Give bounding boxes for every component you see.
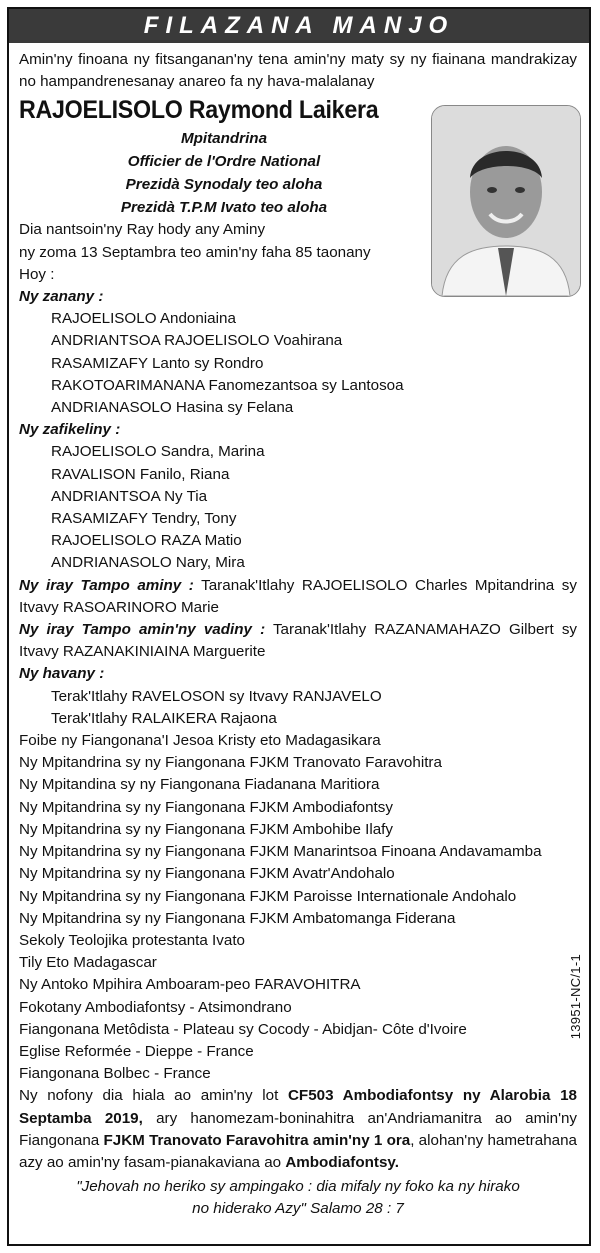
title-line: Officier de l'Ordre National	[127, 153, 321, 171]
funeral-paragraph	[19, 1085, 577, 1174]
org-line: Ny Mpitandrina sy ny Fiangonana FJKM Ambatomanga Fiderana	[19, 909, 456, 927]
bible-quote	[19, 1176, 577, 1220]
list-item: Terak'Itlahy RALAIKERA Rajaona	[51, 709, 277, 727]
funeral-text: Ny nofony dia hiala ao amin'ny lot	[19, 1087, 288, 1105]
org-line: Sekoly Teolojika protestanta Ivato	[19, 931, 245, 949]
list-item: Terak'Itlahy RAVELOSON sy Itvavy RANJAVELO	[51, 687, 382, 705]
title-line: Prezidà Synodaly teo aloha	[125, 176, 323, 194]
funeral-text: , alohan'ny hametrahana azy ao amin'ny fasam-pianakaviana ao	[19, 1131, 577, 1171]
quote-line: "Jehovah no heriko sy ampingako : dia mifaly ny foko ka ny hirako	[76, 1178, 520, 1196]
funeral-text-bold: CF503 Ambodiafontsy ny Alarobia 18 Septamba 2019,	[19, 1087, 577, 1127]
org-line: Fokotany Ambodiafontsy - Atsimondrano	[19, 998, 292, 1016]
org-line: Eglise Reformée - Dieppe - France	[19, 1042, 254, 1060]
spouse-siblings-text: Taranak'Itlahy RAZANAMAHAZO Gilbert sy Itvavy RAZANAKINIAINA Marguerite	[19, 621, 578, 661]
list-item: RAVALISON Fanilo, Riana	[51, 465, 230, 483]
death-line: Hoy :	[19, 265, 55, 283]
spouse-siblings-paragraph	[19, 619, 577, 663]
list-item: ANDRIANTSOA Ny Tia	[51, 487, 208, 505]
deceased-name: RAJOELISOLO Raymond Laikera	[19, 96, 379, 125]
org-line: Ny Mpitandrina sy ny Fiangonana FJKM Paroisse Internationale Andohalo	[19, 887, 517, 905]
funeral-text: ary hanomezam-boninahitra an'Andriamanitra ao amin'ny Fiangonana	[19, 1109, 578, 1149]
org-line: Ny Antoko Mpihira Amboaram-peo FARAVOHITRA	[19, 976, 361, 994]
relatives-label: Ny havany :	[19, 665, 105, 683]
org-line: Ny Mpitandrina sy ny Fiangonana FJKM Manarintsoa Finoana Andavamamba	[19, 843, 542, 861]
list-item: RAJOELISOLO Sandra, Marina	[51, 443, 265, 461]
title-line: Prezidà T.P.M Ivato teo aloha	[120, 199, 328, 217]
org-line: Ny Mpitandrina sy ny Fiangonana FJKM Tranovato Faravohitra	[19, 754, 442, 772]
org-line: Foibe ny Fiangonana'I Jesoa Kristy eto Madagasikara	[19, 732, 381, 750]
death-line: ny zoma 13 Septambra teo amin'ny faha 85 taonany	[19, 243, 371, 261]
funeral-text-bold: Ambodiafontsy.	[285, 1153, 399, 1171]
children-label: Ny zanany :	[19, 288, 104, 306]
notice-header: FILAZANA MANJO	[9, 9, 589, 43]
org-line: Fiangonana Metôdista - Plateau sy Cocody - Abidjan- Côte d'Ivoire	[19, 1020, 467, 1038]
reference-code: 13951-NC/1-1	[568, 954, 583, 1040]
funeral-text-bold: FJKM Tranovato Faravohitra amin'ny 1 ora	[103, 1131, 411, 1149]
list-item: ANDRIANASOLO Hasina sy Felana	[51, 399, 294, 417]
death-line: Dia nantsoin'ny Ray hody any Aminy	[19, 221, 266, 239]
quote-line: no hiderako Azy" Salamo 28 : 7	[192, 1200, 404, 1218]
list-item: RASAMIZAFY Tendry, Tony	[51, 510, 237, 528]
siblings-label: Ny iray Tampo aminy :	[19, 576, 194, 594]
intro-text: Amin'ny finoana ny fitsanganan'ny tena amin'ny maty sy ny fiainana mandrakizay no hampandrenesanay anareo fa ny hava-malalanay	[19, 51, 577, 91]
list-item: RASAMIZAFY Lanto sy Rondro	[51, 354, 264, 372]
notice-content	[9, 43, 589, 1220]
org-line: Ny Mpitandrina sy ny Fiangonana FJKM Avatr'Andohalo	[19, 865, 395, 883]
titles-block	[19, 127, 429, 219]
list-item: RAJOELISOLO RAZA Matio	[51, 532, 242, 550]
list-item: ANDRIANTSOA RAJOELISOLO Voahirana	[51, 332, 343, 350]
siblings-paragraph	[19, 575, 577, 619]
org-line: Tily Eto Madagascar	[19, 954, 157, 972]
org-line: Ny Mpitandina sy ny Fiangonana Fiadanana Maritiora	[19, 776, 380, 794]
org-line: Ny Mpitandrina sy ny Fiangonana FJKM Ambohibe Ilafy	[19, 820, 393, 838]
list-item: RAJOELISOLO Andoniaina	[51, 310, 236, 328]
title-line: Mpitandrina	[180, 130, 268, 148]
org-line: Fiangonana Bolbec - France	[19, 1065, 211, 1083]
list-item: ANDRIANASOLO Nary, Mira	[51, 554, 245, 572]
siblings-text: Taranak'Itlahy RAJOELISOLO Charles Mpitandrina sy Itvavy RASOARINORO Marie	[19, 576, 577, 616]
deceased-photo	[431, 105, 581, 297]
list-item: RAKOTOARIMANANA Fanomezantsoa sy Lantosoa	[51, 376, 404, 394]
grandchildren-label: Ny zafikeliny :	[19, 421, 121, 439]
org-line: Ny Mpitandrina sy ny Fiangonana FJKM Ambodiafontsy	[19, 798, 393, 816]
spouse-siblings-label: Ny iray Tampo amin'ny vadiny :	[19, 621, 266, 639]
obituary-notice	[7, 7, 591, 1246]
